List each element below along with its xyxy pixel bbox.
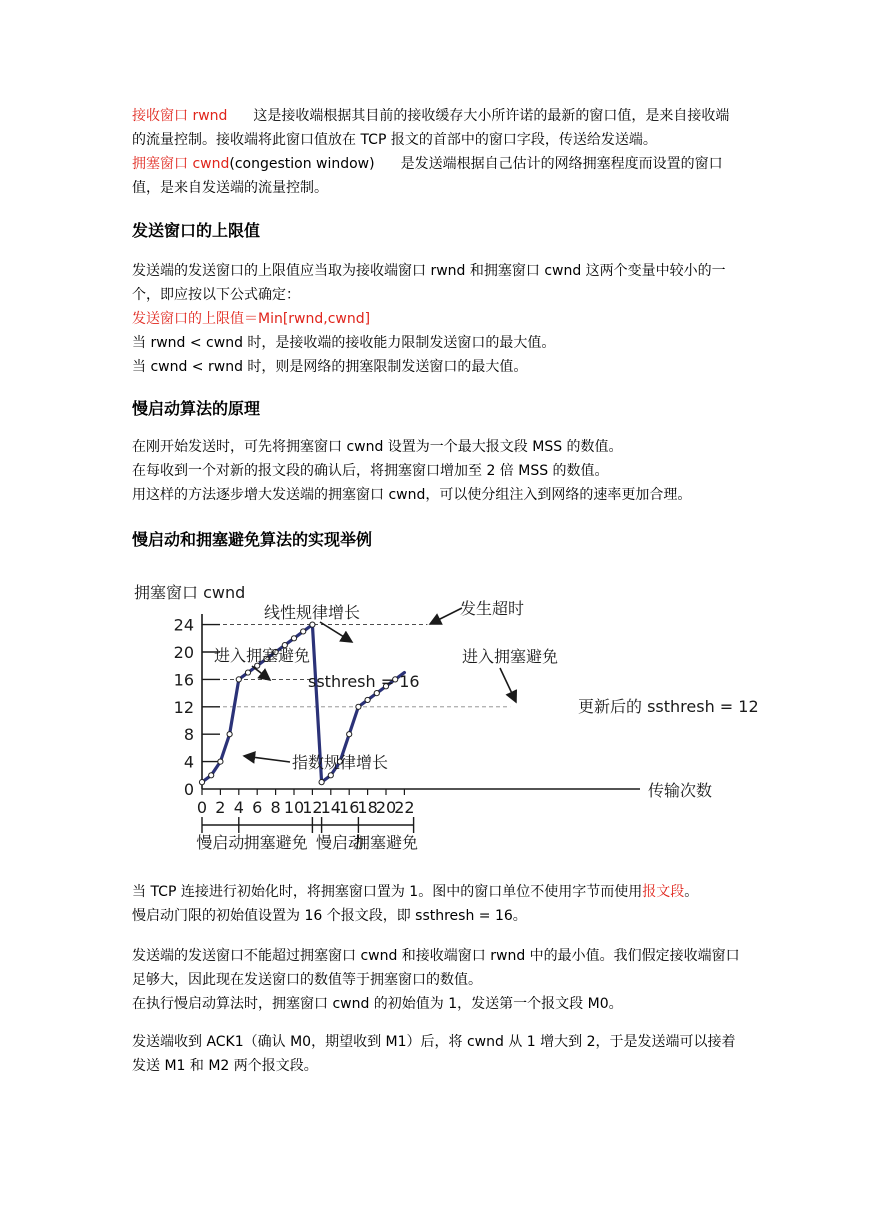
slow-start-line1: 在刚开始发送时，可先将拥塞窗口 cwnd 设置为一个最大报文段 MSS 的数值。 [132, 439, 623, 455]
annotation-exponential-growth: 指数规律增长 [292, 753, 389, 772]
cwnd-term-en: (congestion window) [229, 156, 375, 172]
x-tick-label-10: 10 [283, 798, 305, 817]
annotation-enter-avoidance-2: 进入拥塞避免 [462, 647, 559, 666]
x-tick-label-0: 0 [196, 798, 208, 817]
annotation-ssthresh-16: ssthresh = 16 [308, 672, 420, 691]
x-tick-label-2: 2 [215, 798, 226, 817]
x-tick-label-12: 12 [302, 798, 323, 817]
cwnd-term: 拥塞窗口 cwnd [132, 156, 230, 172]
data-point-17 [356, 704, 361, 709]
data-point-10 [291, 636, 296, 641]
annotation-timeout: 发生超时 [460, 599, 525, 618]
x-tick-label-22: 22 [394, 798, 415, 817]
phase-bar [196, 817, 418, 852]
data-point-18 [365, 697, 370, 702]
cwnd-description: 是发送端根据自己估计的网络拥塞程度而设置的窗口值，是来自发送端的流量控制。 [132, 156, 723, 196]
explanation-3: 发送端收到 ACK1（确认 M0，期望收到 M1）后，将 cwnd 从 1 增大到 2，于是发送端可以接着发送 M1 和 M2 两个报文段。 [132, 1034, 736, 1074]
phase-label-0: 慢启动 [196, 833, 245, 852]
explanation-1a: 当 TCP 连接进行初始化时，将拥塞窗口置为 1。图中的窗口单位不使用字节而使用 [132, 884, 643, 900]
x-tick-label-14: 14 [320, 798, 341, 817]
explanation-2-line2: 在执行慢启动算法时，拥塞窗口 cwnd 的初始值为 1，发送第一个报文段 M0。 [132, 996, 623, 1012]
explanation-paragraph-2 [132, 944, 742, 1016]
data-point-1 [209, 773, 214, 778]
slow-start-line3: 用这样的方法逐步增大发送端的拥塞窗口 cwnd，可以使分组注入到网络的速率更加合理。 [132, 487, 692, 503]
y-tick-label-20: 20 [173, 643, 194, 662]
x-tick-label-16: 16 [339, 798, 360, 817]
explanation-1b: 。 [684, 884, 699, 900]
x-tick-label-6: 6 [252, 798, 263, 817]
data-point-14 [328, 773, 333, 778]
data-point-11 [301, 629, 306, 634]
data-point-3 [227, 732, 232, 737]
annotation-linear-growth: 线性规律增长 [264, 603, 361, 622]
arrow-enter-avoidance-2 [500, 668, 516, 702]
upper-limit-line3: 当 cwnd < rwnd 时，则是网络的拥塞限制发送窗口的最大值。 [132, 359, 528, 375]
arrow-timeout [430, 608, 462, 624]
x-tick-label-4: 4 [233, 798, 244, 817]
arrow-enter-avoidance-1 [252, 666, 270, 680]
y-tick-label-8: 8 [183, 725, 194, 745]
data-point-2 [218, 759, 223, 764]
upper-limit-line1: 发送端的发送窗口的上限值应当取为接收端窗口 rwnd 和拥塞窗口 cwnd 这两个变量中较小的一个，即应按以下公式确定： [132, 263, 726, 303]
data-point-0 [199, 780, 204, 785]
phase-label-3: 拥塞避免 [353, 833, 419, 852]
y-tick-label-16: 16 [173, 670, 194, 690]
annotation-enter-avoidance-1: 进入拥塞避免 [214, 646, 311, 665]
arrow-exponential-growth [244, 756, 290, 762]
y-tick-label-24: 24 [173, 615, 194, 635]
y-tick-label-0: 0 [183, 780, 194, 799]
explanation-2-line1: 发送端的发送窗口不能超过拥塞窗口 cwnd 和接收端窗口 rwnd 中的最小值。我们假定接收端窗口足够大，因此现在发送窗口的数值等于拥塞窗口的数值。 [132, 948, 740, 988]
x-axis-label: 传输次数 [648, 781, 713, 800]
explanation-paragraph-1 [132, 880, 742, 928]
chart-axes [202, 614, 640, 789]
section-heading-slow-start: 慢启动算法的原理 [132, 399, 261, 418]
x-tick-label-20: 20 [375, 798, 397, 817]
data-point-5 [245, 670, 250, 675]
data-point-12 [310, 622, 315, 627]
explanation-1-line2: 慢启动门限的初始值设置为 16 个报文段，即 ssthresh = 16。 [132, 908, 527, 924]
upper-limit-line2: 当 rwnd < cwnd 时，是接收端的接收能力限制发送窗口的最大值。 [132, 335, 556, 351]
y-axis-label: 拥塞窗口 cwnd [134, 583, 246, 602]
annotation-ssthresh-12: 更新后的 ssthresh = 12 [578, 697, 759, 716]
upper-limit-formula: 发送窗口的上限值＝Min[rwnd,cwnd] [132, 311, 371, 327]
rwnd-description: 这是接收端根据其目前的接收缓存大小所许诺的最新的窗口值，是来自接收端的流量控制。接收端将此窗口值放在 TCP 报文的首部中的窗口字段，传送给发送端。 [132, 108, 730, 148]
x-tick-label-8: 8 [270, 798, 281, 817]
phase-label-2: 慢启动 [315, 833, 365, 852]
y-tick-label-4: 4 [183, 752, 194, 772]
slow-start-paragraph [132, 435, 742, 507]
section-heading-upper-limit: 发送窗口的上限值 [132, 221, 261, 240]
upper-limit-paragraph [132, 259, 742, 379]
y-tick-label-12: 12 [173, 697, 194, 717]
data-point-19 [374, 691, 379, 696]
data-point-4 [236, 677, 241, 682]
data-point-13 [319, 780, 324, 785]
data-point-16 [347, 732, 352, 737]
phase-label-1: 拥塞避免 [243, 833, 308, 852]
definitions-paragraph [132, 104, 742, 200]
explanation-paragraph-3 [132, 1030, 742, 1078]
section-heading-example: 慢启动和拥塞避免算法的实现举例 [132, 530, 373, 549]
rwnd-term: 接收窗口 rwnd [132, 108, 228, 124]
slow-start-line2: 在每收到一个对新的报文段的确认后，将拥塞窗口增加至 2 倍 MSS 的数值。 [132, 463, 609, 479]
cwnd-chart [130, 576, 780, 861]
explanation-1-highlight: 报文段 [642, 884, 685, 900]
x-tick-label-18: 18 [357, 798, 378, 817]
